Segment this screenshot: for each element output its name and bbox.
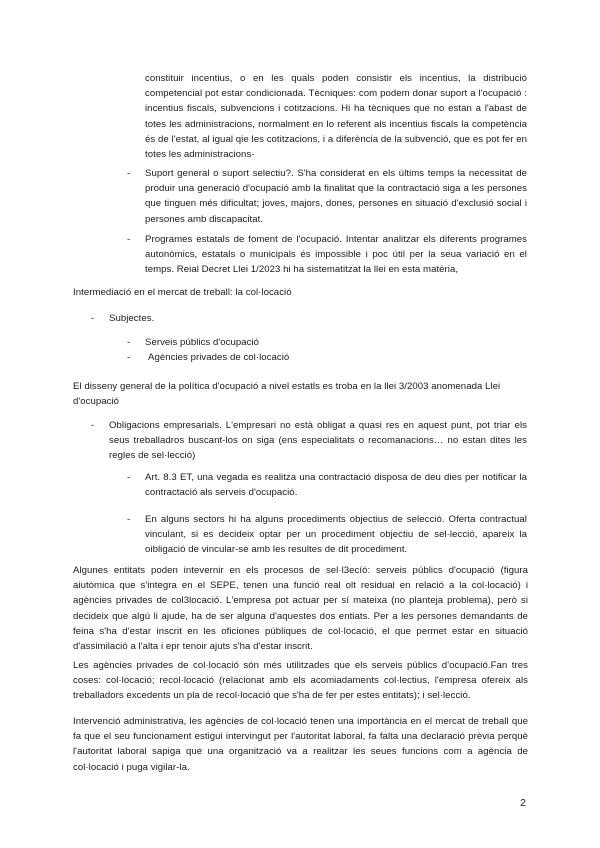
sub-bullet-procediments-objectius: En alguns sectors hi ha alguns procediments objectius de selecció. Oferta contractual vinculant, si es decideix optar per un procediment objectiu de sel·lecció, apareix la oibligació de vincular-se amb les resultes de dit procediment.	[145, 514, 527, 556]
bullet-dash: -	[127, 234, 131, 245]
bullet-dash: -	[127, 352, 131, 363]
bullet-programes-estatals: Programes estatals de foment de l'ocupació. Intentar analitzar els diferents programes autonòmics, estatals o municipals és impossible i poc útil per la seua variació en el temps. Reial Decret Llei 1/2023 hi ha sistematitzat la llei en esta matèria,	[145, 234, 527, 276]
section-heading-intermediacio: Intermediació en el mercat de treball: la col·locació	[73, 287, 292, 298]
bullet-suport-general: Suport general o suport selectiu?. S'ha considerat en els últims temps la necessitat de produir una generació d'ocupació amb la finalitat que la contractació siga a les persones que tinguen més dificultat; joves, majors, dones, persones en situació d'exclusió social i persones amb discapacitat.	[145, 168, 527, 225]
paragraph-agencies-privades: Les agències privades de col·locació són més utilitzades que els serveis públics d'ocupació.Fan tres coses: col·locació; recol·locació (relacionat amb els acomiadaments col·lectius, l'empresa ofereix als treballadors excedents un pla de recol·locació que s'ha de fer per estes entitats); i sel·lecció.	[73, 660, 528, 702]
sub-bullet-art-83-et: Art. 8.3 ET, una vegada es realitza una contractació disposa de deu dies per notificar la contractació als serveis d'ocupació.	[145, 472, 527, 499]
page-number: 2	[520, 797, 526, 809]
bullet-dash: -	[127, 514, 131, 525]
bullet-dash: -	[127, 472, 131, 483]
bullet-dash: -	[91, 420, 95, 431]
paragraph-entitats-seleccio: Algunes entitats poden intevernir en els procesos de sel·l3ecíó: serveis públics d'ocupació (figura aiutòmica que s'integra en el SEPE, tenen una funció real olt residual en relació a la col·locació) i agències privades de col3locació. L'empresa pot actuar per sí mateixa (no planteja problema), però si decideix que algú li ajude, ha de ser alguna d'aquestes dos entiats. Per a les persones demandants de feina s'ha d'estar inscrit en les oficiones públiques de col·locació, el que permet estar en situació d'assimilació a l'alta i epr tenoir ajuts s'ha d'estar inscrit.	[73, 565, 528, 653]
sub-bullet-serveis-publics: Serveis públics d'ocupació	[145, 337, 260, 348]
sub-bullet-agencies-privades: Agències privades de col·locació	[148, 352, 290, 363]
bullet-dash: -	[127, 168, 131, 179]
paragraph-continuation-incentius: constituir incentius, o en les quals poden consistir els incentius, la distribució competencial pot estar condicionada. Tècniques: com podem donar suport a l'ocupació : incentius fiscals, subvencions i cotitzacions. Hi ha tècniques que no estan a l'abast de totes les administracions, normalment en lo referent als incentius fiscals la competència és de l'estat, al igual qie les cotitzacions, i a diferència de la subvenció, que es pot fer en totes les administracions-	[145, 73, 527, 161]
bullet-obligacions-empresarials: Obligacions empresarials. L'empresari no està obligat a quasi res en aquest punt, pot triar els seus treballadros buscant-los on siga (ens especialitats o recomanacions… no estan dites les regles de sel·lecció)	[109, 420, 527, 462]
bullet-dash: -	[127, 337, 131, 348]
paragraph-disseny-general: El disseny general de la política d'ocupació a nivel estatls es troba en la llei 3/2003 anomenada Llei d'ocupació	[73, 381, 501, 408]
paragraph-intervencio-administrativa: Intervenció administrativa, les agències de col·locació tenen una importància en el mercat de treball que fa que el seu funcionament estigui intervingut per l'autoritat laboral, fa falta una declaració prèvia perquè l'autoritat laboral sapiga que una organització va a realitzar les seues funcions com a agència de col·locació i puga vigilar-la.	[73, 716, 528, 773]
bullet-dash: -	[91, 313, 95, 324]
bullet-subjectes: Subjectes.	[109, 313, 155, 324]
